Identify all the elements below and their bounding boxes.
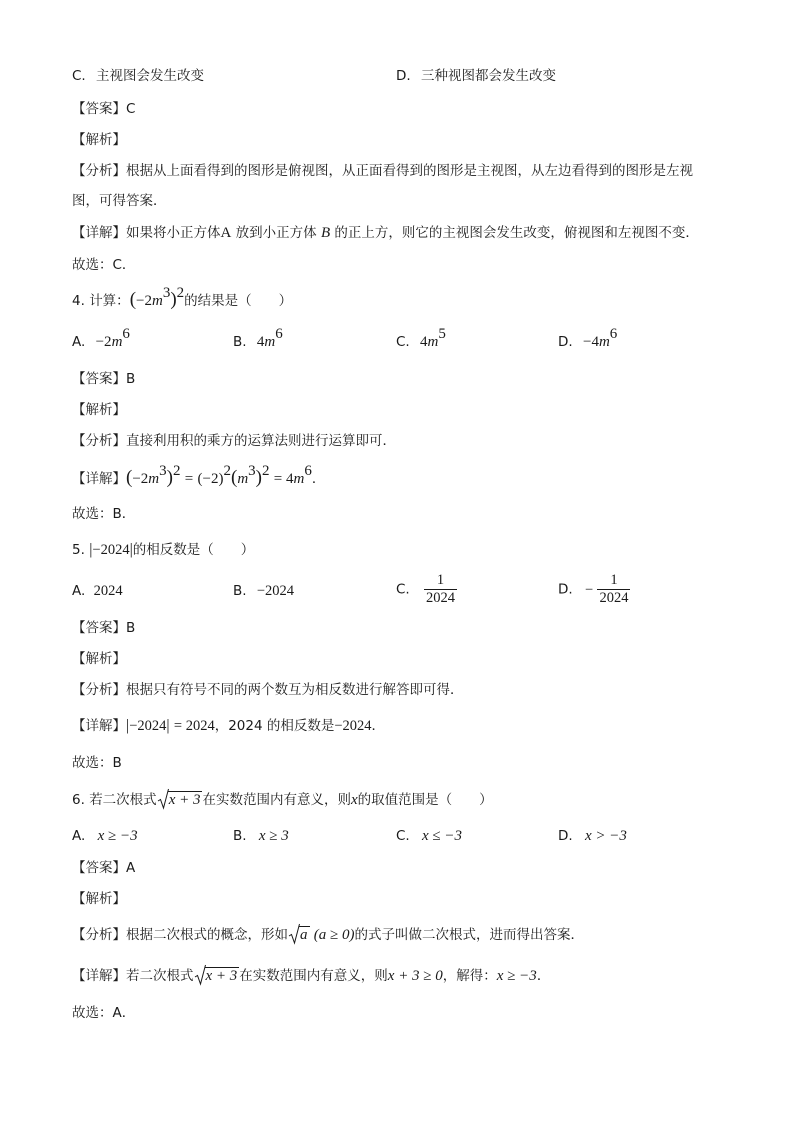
q4-analysis bbox=[72, 431, 396, 451]
analysis-label: 【分析】 bbox=[72, 927, 126, 943]
option-letter: C. bbox=[396, 334, 410, 350]
expr-coef: −2 bbox=[132, 471, 149, 487]
option-text: x ≥ 3 bbox=[258, 828, 289, 844]
expr-inner-exp: 3 bbox=[162, 285, 171, 301]
option-letter: B. bbox=[233, 828, 247, 844]
analysis-label: 【分析】 bbox=[72, 433, 126, 449]
question-text: 的结果是（ ） bbox=[184, 293, 293, 309]
analysis-text: 根据二次根式的概念，形如 bbox=[126, 927, 288, 943]
q6-analysis bbox=[72, 925, 584, 945]
q5-option-d bbox=[558, 572, 630, 607]
analysis-label: 【分析】 bbox=[72, 682, 126, 698]
option-letter: C. bbox=[72, 68, 86, 84]
abs-bar-right: | bbox=[129, 541, 133, 558]
option-sign: − bbox=[584, 581, 594, 598]
sqrt-expression bbox=[157, 790, 203, 810]
option-text: 三种视图都会发生改变 bbox=[420, 68, 556, 84]
option-coef: 4 bbox=[256, 334, 265, 350]
q5-answer bbox=[72, 618, 135, 638]
sqrt-expression bbox=[288, 925, 310, 945]
denominator: 2024 bbox=[426, 590, 456, 606]
radicand: x + 3 bbox=[168, 792, 201, 808]
question-number: 4. bbox=[72, 293, 85, 309]
q6-option-b bbox=[233, 826, 289, 846]
option-letter: D. bbox=[558, 581, 573, 598]
answer-label: 【答案】 bbox=[72, 101, 126, 117]
option-letter: B. bbox=[233, 334, 247, 350]
q6-stem bbox=[72, 790, 493, 810]
variable: x bbox=[350, 792, 358, 808]
q6-answer bbox=[72, 858, 135, 878]
detail-text: 的正上方，则它的主视图会发生改变，俯视图和左视图不变． bbox=[334, 225, 699, 241]
option-var: m bbox=[598, 334, 610, 350]
q5-option-b bbox=[233, 581, 294, 601]
option-letter: C. bbox=[396, 828, 410, 844]
expr-var: m bbox=[151, 293, 163, 309]
q3-analysis-line1 bbox=[72, 161, 693, 181]
analysis-text: 根据只有符号不同的两个数互为相反数进行解答即可得． bbox=[126, 682, 464, 698]
option-text: 2024 bbox=[93, 583, 123, 599]
detail-text: 放到小正方体 bbox=[235, 225, 317, 241]
analysis-text: 直接利用积的乘方的运算法则进行运算即可． bbox=[126, 433, 396, 449]
option-exp: 5 bbox=[438, 326, 446, 342]
detail-text: 如果将小正方体 bbox=[126, 225, 221, 241]
option-coef: −2 bbox=[95, 334, 112, 350]
answer-value: B bbox=[126, 620, 136, 636]
q4-detail bbox=[72, 463, 326, 489]
option-exp: 6 bbox=[609, 326, 618, 342]
period: ． bbox=[311, 471, 326, 487]
answer-label: 【答案】 bbox=[72, 860, 126, 876]
option-letter: C. bbox=[396, 581, 410, 598]
q3-choose: 故选：C． bbox=[72, 257, 136, 273]
option-exp: 6 bbox=[275, 326, 283, 342]
sqrt-expression bbox=[194, 966, 240, 986]
expr-outer-exp: 2 bbox=[172, 463, 181, 479]
question-number: 5. bbox=[72, 542, 85, 558]
inequality: x + 3 ≥ 0 bbox=[387, 968, 443, 984]
analysis-text: 的式子叫做二次根式，进而得出答案． bbox=[354, 927, 585, 943]
q5-option-c bbox=[396, 572, 457, 607]
detail-label: 【详解】 bbox=[72, 225, 126, 241]
radical-sign bbox=[157, 788, 169, 810]
analysis-text: 根据从上面看得到的图形是俯视图，从正面看得到的图形是主视图，从左边看得到的图形是左视 bbox=[126, 163, 693, 179]
paren-open: ( bbox=[126, 467, 133, 488]
paren-open: ( bbox=[129, 289, 137, 310]
paren-close: ) bbox=[170, 289, 177, 310]
expr-var: m bbox=[148, 471, 160, 487]
detail-result: = 4 bbox=[273, 471, 294, 487]
answer-value: A bbox=[126, 860, 136, 876]
question-text: 在实数范围内有意义，则 bbox=[202, 792, 351, 808]
detail-mid: (−2) bbox=[197, 471, 224, 487]
equals: = bbox=[184, 471, 194, 487]
radicand: a bbox=[300, 927, 308, 943]
option-text: x ≥ −3 bbox=[97, 828, 138, 844]
q5-analysis bbox=[72, 680, 464, 700]
expr-outer-exp: 2 bbox=[176, 285, 185, 301]
option-var: m bbox=[264, 334, 276, 350]
equals: = 2024 bbox=[173, 718, 215, 734]
denominator: 2024 bbox=[599, 590, 629, 606]
option-letter: A. bbox=[72, 583, 86, 599]
condition: (a ≥ 0) bbox=[313, 927, 355, 943]
q4-answer bbox=[72, 369, 135, 389]
q4-option-d bbox=[558, 326, 618, 352]
numerator: 1 bbox=[597, 572, 630, 590]
q4-option-c bbox=[396, 326, 446, 352]
detail-text: ，解得： bbox=[442, 968, 497, 984]
q4-stem bbox=[72, 285, 293, 311]
option-text: −2024 bbox=[256, 583, 295, 599]
detail-mid-exp: 2 bbox=[223, 463, 231, 479]
detail-neg: −2024 bbox=[334, 718, 372, 734]
fraction bbox=[597, 572, 630, 607]
expr-inner-exp: 3 bbox=[248, 463, 256, 479]
question-text: 的取值范围是（ ） bbox=[357, 792, 493, 808]
q3-detail bbox=[72, 223, 699, 243]
period: ． bbox=[371, 718, 386, 734]
option-var: m bbox=[427, 334, 439, 350]
answer-value: B bbox=[126, 371, 136, 387]
q4-option-b bbox=[233, 326, 283, 352]
q5-detail bbox=[72, 716, 385, 736]
option-letter: D. bbox=[558, 334, 573, 350]
question-number: 6. bbox=[72, 792, 85, 808]
fraction bbox=[424, 572, 457, 607]
answer-value: C bbox=[126, 101, 136, 117]
option-letter: D. bbox=[558, 828, 573, 844]
paren-close: ) bbox=[255, 467, 262, 488]
expr-coef: −2 bbox=[136, 293, 152, 309]
option-text: 主视图会发生改变 bbox=[96, 68, 205, 84]
q5-stem bbox=[72, 540, 254, 560]
q5-jiexi: 【解析】 bbox=[72, 651, 126, 667]
detail-result-var: m bbox=[293, 471, 305, 487]
q4-jiexi: 【解析】 bbox=[72, 402, 126, 418]
radicand: x + 3 bbox=[205, 968, 238, 984]
radical-sign bbox=[194, 964, 206, 986]
q6-option-c bbox=[396, 826, 462, 846]
abs-value: −2024 bbox=[129, 718, 167, 734]
question-text: 的相反数是（ ） bbox=[132, 542, 255, 558]
radical-sign bbox=[288, 923, 300, 945]
option-coef: −4 bbox=[582, 334, 599, 350]
q3-jiexi: 【解析】 bbox=[72, 132, 126, 148]
option-text: x > −3 bbox=[584, 828, 627, 844]
q5-option-a bbox=[72, 581, 123, 601]
q4-option-a bbox=[72, 326, 130, 352]
q6-choose: 故选：A． bbox=[72, 1005, 136, 1021]
paren-open: ( bbox=[230, 467, 238, 488]
option-coef: 4 bbox=[420, 334, 428, 350]
q5-choose: 故选：B bbox=[72, 755, 122, 771]
detail-label: 【详解】 bbox=[72, 471, 126, 487]
abs-bar-left: | bbox=[89, 541, 93, 558]
q3-answer bbox=[72, 99, 135, 119]
detail-text: ，2024 的相反数是 bbox=[214, 718, 335, 734]
answer-label: 【答案】 bbox=[72, 371, 126, 387]
q6-option-a bbox=[72, 826, 138, 846]
period: ． bbox=[536, 968, 551, 984]
abs-bar-right: | bbox=[166, 717, 170, 734]
paren-close: ) bbox=[166, 467, 173, 488]
analysis-label: 【分析】 bbox=[72, 163, 126, 179]
abs-value: −2024 bbox=[92, 542, 130, 558]
q6-option-d bbox=[558, 826, 627, 846]
question-text: 若二次根式 bbox=[89, 792, 157, 808]
option-letter: A. bbox=[72, 334, 86, 350]
q3-option-d bbox=[396, 66, 556, 86]
option-letter: B. bbox=[233, 583, 247, 599]
option-text: x ≤ −3 bbox=[422, 828, 463, 844]
q3-option-c bbox=[72, 66, 204, 86]
q6-detail bbox=[72, 966, 550, 986]
answer-label: 【答案】 bbox=[72, 620, 126, 636]
option-var: m bbox=[111, 334, 123, 350]
cube-b: B bbox=[320, 225, 331, 241]
solution: x ≥ −3 bbox=[496, 968, 537, 984]
numerator: 1 bbox=[424, 572, 457, 590]
detail-text: 在实数范围内有意义，则 bbox=[239, 968, 388, 984]
abs-bar-left: | bbox=[126, 717, 130, 734]
expr-inner-exp: 3 bbox=[159, 463, 167, 479]
detail-result-exp: 6 bbox=[304, 463, 312, 479]
q6-jiexi: 【解析】 bbox=[72, 891, 126, 907]
question-text: 计算： bbox=[89, 293, 130, 309]
detail-label: 【详解】 bbox=[72, 718, 126, 734]
option-exp: 6 bbox=[122, 326, 130, 342]
option-letter: A. bbox=[72, 828, 86, 844]
expr-var: m bbox=[237, 471, 249, 487]
q3-analysis-line2: 图，可得答案． bbox=[72, 193, 167, 209]
q4-choose: 故选：B． bbox=[72, 506, 136, 522]
option-letter: D. bbox=[396, 68, 411, 84]
expr-outer-exp: 2 bbox=[261, 463, 270, 479]
cube-a: A bbox=[220, 225, 232, 241]
detail-label: 【详解】 bbox=[72, 968, 126, 984]
detail-text: 若二次根式 bbox=[126, 968, 194, 984]
